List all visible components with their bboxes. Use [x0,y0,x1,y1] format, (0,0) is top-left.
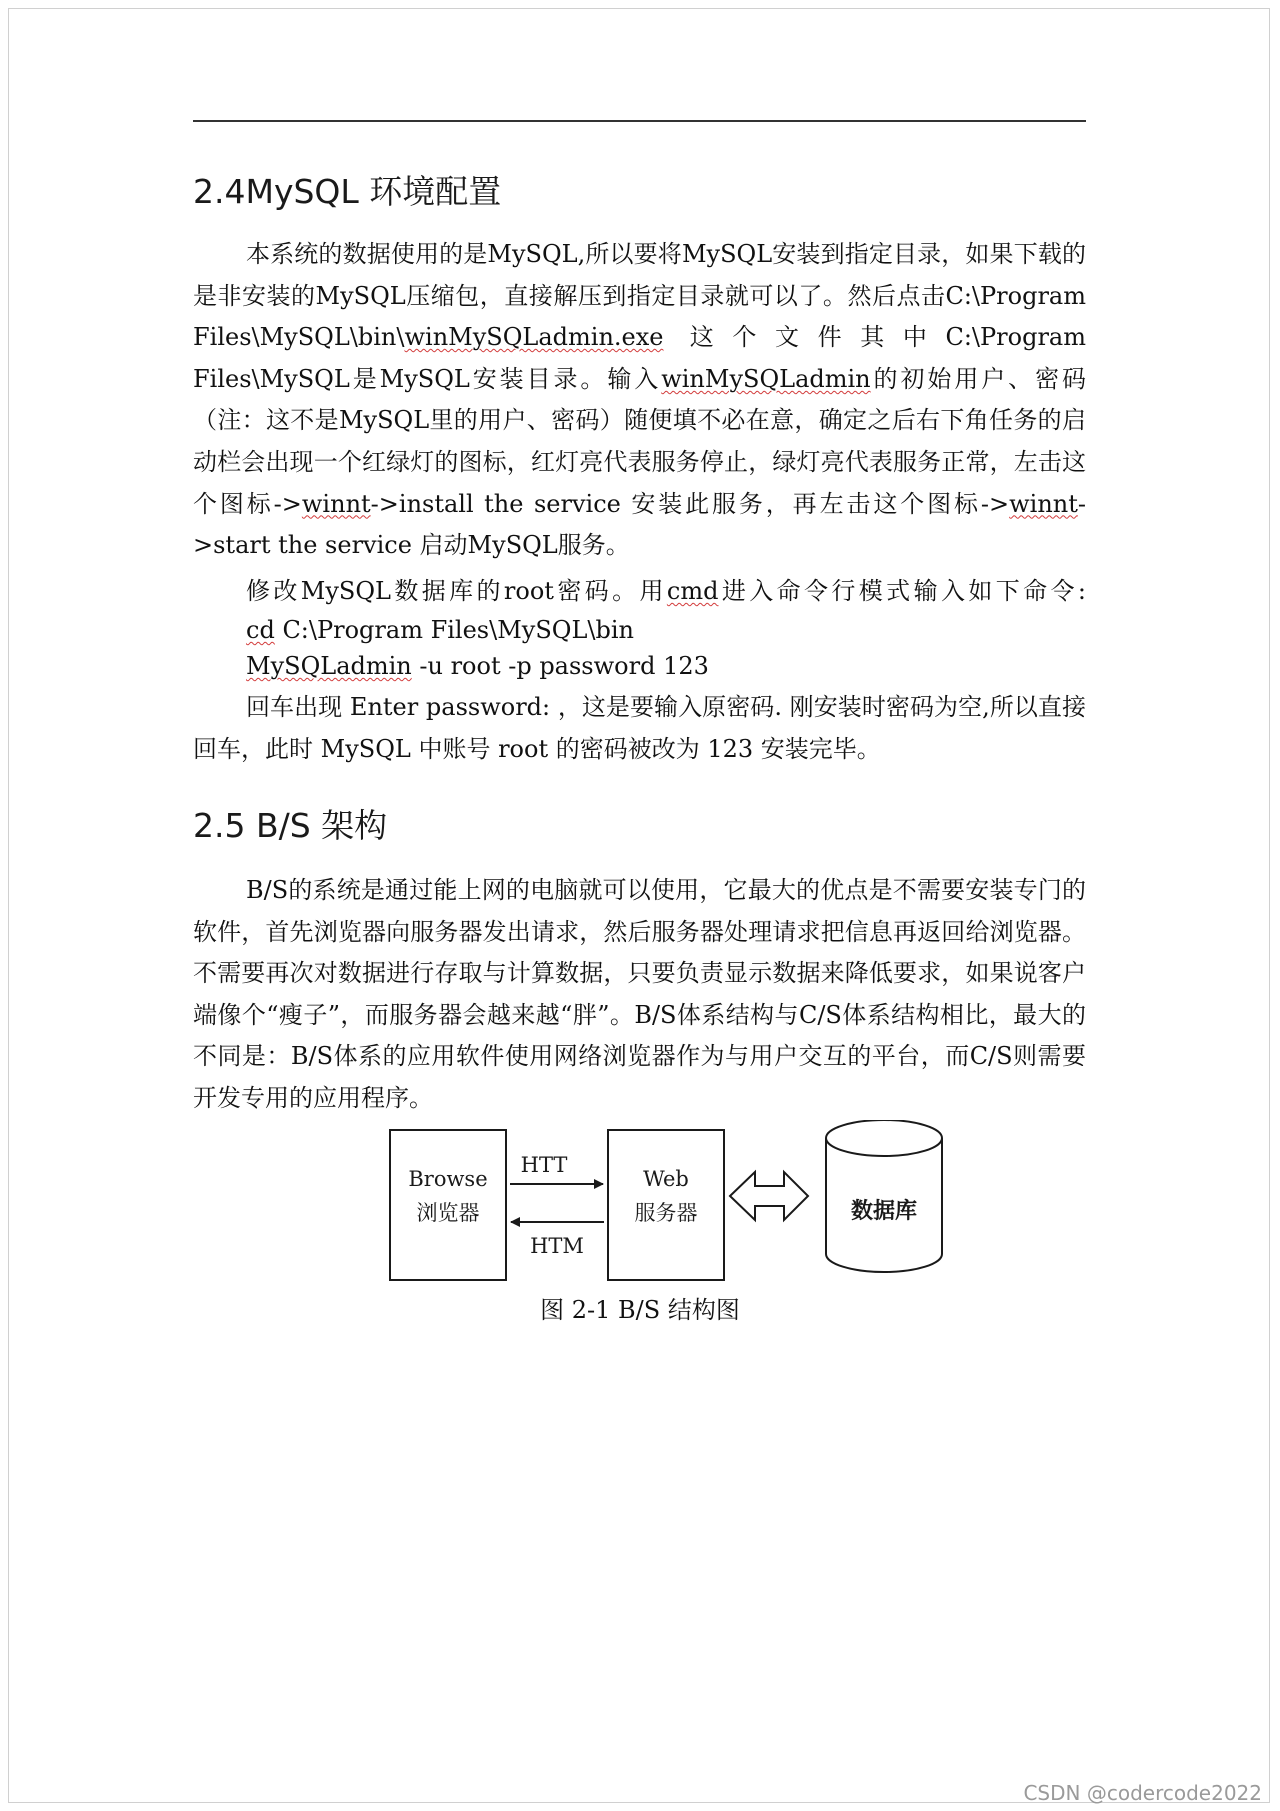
paragraph-bs-architecture: B/S的系统是通过能上网的电脑就可以使用，它最大的优点是不需要安装专门的软件，首先浏览器向服务器发出请求，然后服务器处理请求把信息再返回给浏览器。不需要再次对数据进行存取与计算数据，只要负责显示数据来降低要求，如果说客户端像个“瘦子”，而服务器会越来越“胖”。B/S体系结构与C/S体系结构相比，最大的不同是：B/S体系的应用软件使用网络浏览器作为与用户交互的平台，而C/S则需要开发专用的应用程序。 [193,876,1086,1112]
database-cylinder-top [826,1120,942,1156]
request-arrow-label: HTT [520,1153,568,1177]
text-segment: 本系统的数据使用的是MySQL,所以要将MySQL安装到指定目录，如果下载的是非安装的MySQL压缩包，直接解压到指定目录就可以了。然后点击C:\Program Files\MySQL\bin\ [193,240,1086,352]
web-server-label-en: Web [643,1167,689,1191]
watermark: CSDN @codercode2022 [1023,1781,1262,1805]
text-segment: 进入命令行模式输入如下命令: [718,577,1086,605]
spellcheck-word: cmd [666,577,719,605]
spellcheck-word: winMySQLadmin [661,364,871,393]
bs-structure-diagram [380,1120,960,1288]
spellcheck-word: winMySQLadmin.exe [404,323,664,352]
text-segment: ->install the service 安装此服务，再左击这个图标-> [370,489,1010,518]
header-rule [193,120,1086,122]
response-arrow-label: HTM [530,1234,584,1258]
section-heading-2-4: 2.4MySQL 环境配置 [193,172,502,211]
section-heading-2-5: 2.5 B/S 架构 [193,806,388,845]
spellcheck-word: MySQLadmin [246,652,412,680]
paragraph-mysql-install [193,234,1086,567]
text-segment: 的初始用户、密码（注：这不是MySQL里的用户、密码）随便填不必在意，确定之后右下角任务的启动栏会出现一个红绿灯的图标，红灯亮代表服务停止，绿灯亮代表服务正常，左击这个图标-> [193,364,1087,518]
text-segment: 修改MySQL数据库的root密码。用 [246,577,667,605]
command-line-mysqladmin [246,648,709,684]
command-text: C:\Program Files\MySQL\bin [274,616,634,644]
database-label: 数据库 [850,1198,918,1224]
text-segment: 这个文件其中C:\Program Files\MySQL是MySQL安装目录。输入 [193,323,1086,393]
browser-label-cn: 浏览器 [416,1201,480,1225]
browser-label-en: Browse [408,1167,488,1191]
spellcheck-word: cd [246,616,275,644]
figure-caption: 图 2-1 B/S 结构图 [540,1296,740,1324]
bidirectional-arrow [730,1172,808,1220]
text-segment: ->start the service 启动MySQL服务。 [193,489,1086,560]
spellcheck-word: winnt [301,489,371,518]
command-text: -u root -p password 123 [411,652,709,680]
web-server-label-cn: 服务器 [634,1201,698,1225]
command-line-cd [246,612,634,648]
paragraph-root-password [193,571,1086,613]
spellcheck-word: winnt [1009,489,1078,518]
paragraph-enter-password: 回车出现 Enter password: ，这是要输入原密码. 刚安装时密码为空,所以直接回车，此时 MySQL 中账号 root 的密码被改为 123 安装完毕。 [193,693,1086,763]
